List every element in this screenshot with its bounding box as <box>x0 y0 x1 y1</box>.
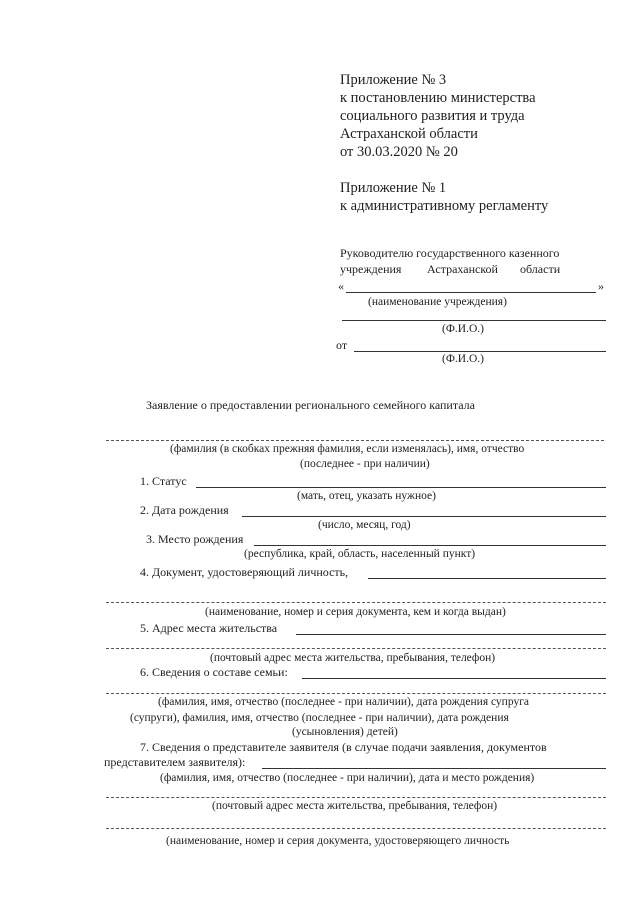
family-line-2 <box>106 693 606 694</box>
appendix1-line1: Приложение № 1 <box>340 180 447 196</box>
field4-caption: (наименование, номер и серия документа, кем и когда выдан) <box>205 606 506 618</box>
application-title: Заявление о предоставлении регионального семейного капитала <box>146 398 475 412</box>
institution-name-line <box>346 292 596 293</box>
field3-label: 3. Место рождения <box>146 532 244 546</box>
field1-caption: (мать, отец, указать нужное) <box>297 490 436 502</box>
institution-caption: (наименование учреждения) <box>368 296 507 308</box>
field6-caption-3: (усыновления) детей) <box>292 726 398 738</box>
appendix3-line4: Астраханской области <box>340 126 478 142</box>
name-caption-1: (фамилия (в скобках прежняя фамилия, если изменялась), имя, отчество <box>170 443 525 455</box>
representative-line-2 <box>106 797 606 798</box>
birth-place-line <box>254 545 606 546</box>
address-line-2 <box>106 648 606 649</box>
address-line-1 <box>296 634 606 635</box>
field7-label-1: 7. Сведения о представителе заявителя (в случае подачи заявления, документов <box>140 740 547 754</box>
appendix3-line2: к постановлению министерства <box>340 90 536 106</box>
addressee-line2c: области <box>520 262 561 276</box>
open-quote: « <box>338 279 344 293</box>
addressee-line2b: Астраханской <box>427 262 498 276</box>
representative-line-1 <box>262 768 606 769</box>
appendix3-line3: социального развития и труда <box>340 108 525 124</box>
field6-caption-2: (супруги), фамилия, имя, отчество (последнее - при наличии), дата рождения <box>130 712 509 724</box>
status-line <box>196 487 606 488</box>
appendix3-line1: Приложение № 3 <box>340 72 447 88</box>
appendix1-line2: к административному регламенту <box>340 198 549 214</box>
field7-label-2: представителем заявителя): <box>104 755 246 769</box>
field1-label: 1. Статус <box>140 474 187 488</box>
appendix3-line5: от 30.03.2020 № 20 <box>340 144 458 160</box>
head-fio-line <box>342 320 606 321</box>
applicant-fio-line <box>354 351 606 352</box>
birth-date-line <box>242 516 606 517</box>
addressee-line2a: учреждения <box>340 262 402 276</box>
family-line-1 <box>302 678 606 679</box>
applicant-name-line <box>106 440 604 441</box>
fio-caption-2: (Ф.И.О.) <box>442 353 484 365</box>
field7-caption-2: (почтовый адрес места жительства, пребывания, телефон) <box>212 800 498 812</box>
field2-caption: (число, месяц, год) <box>318 519 411 531</box>
id-document-line-1 <box>368 578 606 579</box>
field6-label: 6. Сведения о составе семьи: <box>140 665 288 679</box>
name-caption-2: (последнее - при наличии) <box>300 458 430 470</box>
close-quote: » <box>598 279 604 293</box>
representative-line-3 <box>106 828 606 829</box>
id-document-line-2 <box>106 602 606 603</box>
field4-label: 4. Документ, удостоверяющий личность, <box>140 565 349 579</box>
field5-label: 5. Адрес места жительства <box>140 621 278 635</box>
from-label: от <box>336 338 348 352</box>
field7-caption-3: (наименование, номер и серия документа, удостоверяющего личность <box>166 835 510 847</box>
field2-label: 2. Дата рождения <box>140 503 229 517</box>
field7-caption-1: (фамилия, имя, отчество (последнее - при наличии), дата и место рождения) <box>160 772 535 784</box>
field6-caption-1: (фамилия, имя, отчество (последнее - при наличии), дата рождения супруга <box>158 696 530 708</box>
fio-caption-1: (Ф.И.О.) <box>442 323 484 335</box>
addressee-line1: Руководителю государственного казенного <box>340 246 560 260</box>
field3-caption: (республика, край, область, населенный пункт) <box>244 548 476 560</box>
field5-caption: (почтовый адрес места жительства, пребывания, телефон) <box>210 652 496 664</box>
